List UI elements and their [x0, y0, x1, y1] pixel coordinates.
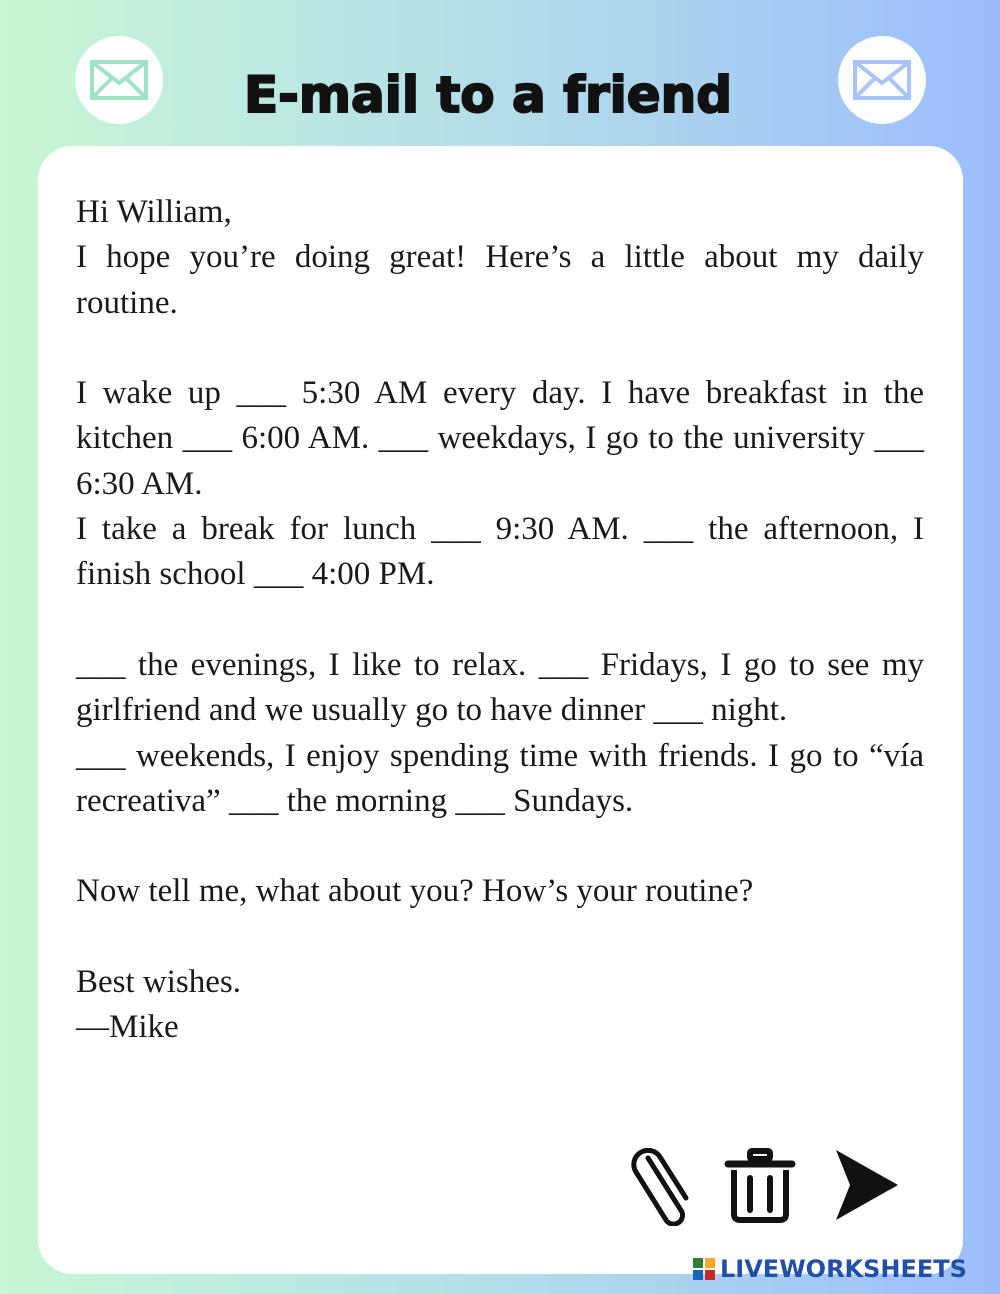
intro-paragraph: I hope you’re doing great! Here’s a little about my daily routine.	[76, 239, 924, 321]
spacer	[76, 598, 924, 643]
routine-paragraph-afternoon: I take a break for lunch ___ 9:30 AM. ___ the afternoon, I finish school ___ 4:00 PM.	[76, 511, 924, 593]
greeting: Hi William,	[76, 194, 232, 230]
paperclip-icon	[628, 1148, 698, 1226]
routine-paragraph-evening: ___ the evenings, I like to relax. ___ Fridays, I go to see my girlfriend and we usually go to have dinner ___ night.	[76, 646, 924, 729]
spacer	[76, 326, 924, 371]
attach-button[interactable]	[628, 1148, 698, 1230]
watermark	[692, 1256, 967, 1282]
delete-button[interactable]	[724, 1148, 796, 1228]
watermark-text: LIVEWORKSHEETS	[720, 1255, 967, 1283]
question-line: Now tell me, what about you? How’s your routine?	[76, 873, 754, 910]
email-actions	[628, 1148, 908, 1228]
page-title: E-mail to a friend	[243, 66, 733, 124]
routine-paragraph-morning: I wake up ___ 5:30 AM every day. I have breakfast in the kitchen ___ 6:00 AM. ___ weekdays, I go to the university ___ 6:30 AM.	[76, 375, 924, 502]
closing-line: Best wishes.	[76, 964, 241, 1001]
spacer	[76, 915, 924, 960]
send-icon	[834, 1148, 900, 1222]
trash-icon	[724, 1148, 796, 1224]
signature: —Mike	[76, 1009, 179, 1046]
spacer	[76, 824, 924, 869]
send-button[interactable]	[834, 1148, 900, 1226]
liveworksheets-logo-icon	[692, 1257, 716, 1281]
routine-paragraph-weekend: ___ weekends, I enjoy spending time with friends. I go to “vía recreativa” ___ the morning ___ Sundays.	[76, 737, 924, 819]
email-body	[76, 190, 924, 1051]
